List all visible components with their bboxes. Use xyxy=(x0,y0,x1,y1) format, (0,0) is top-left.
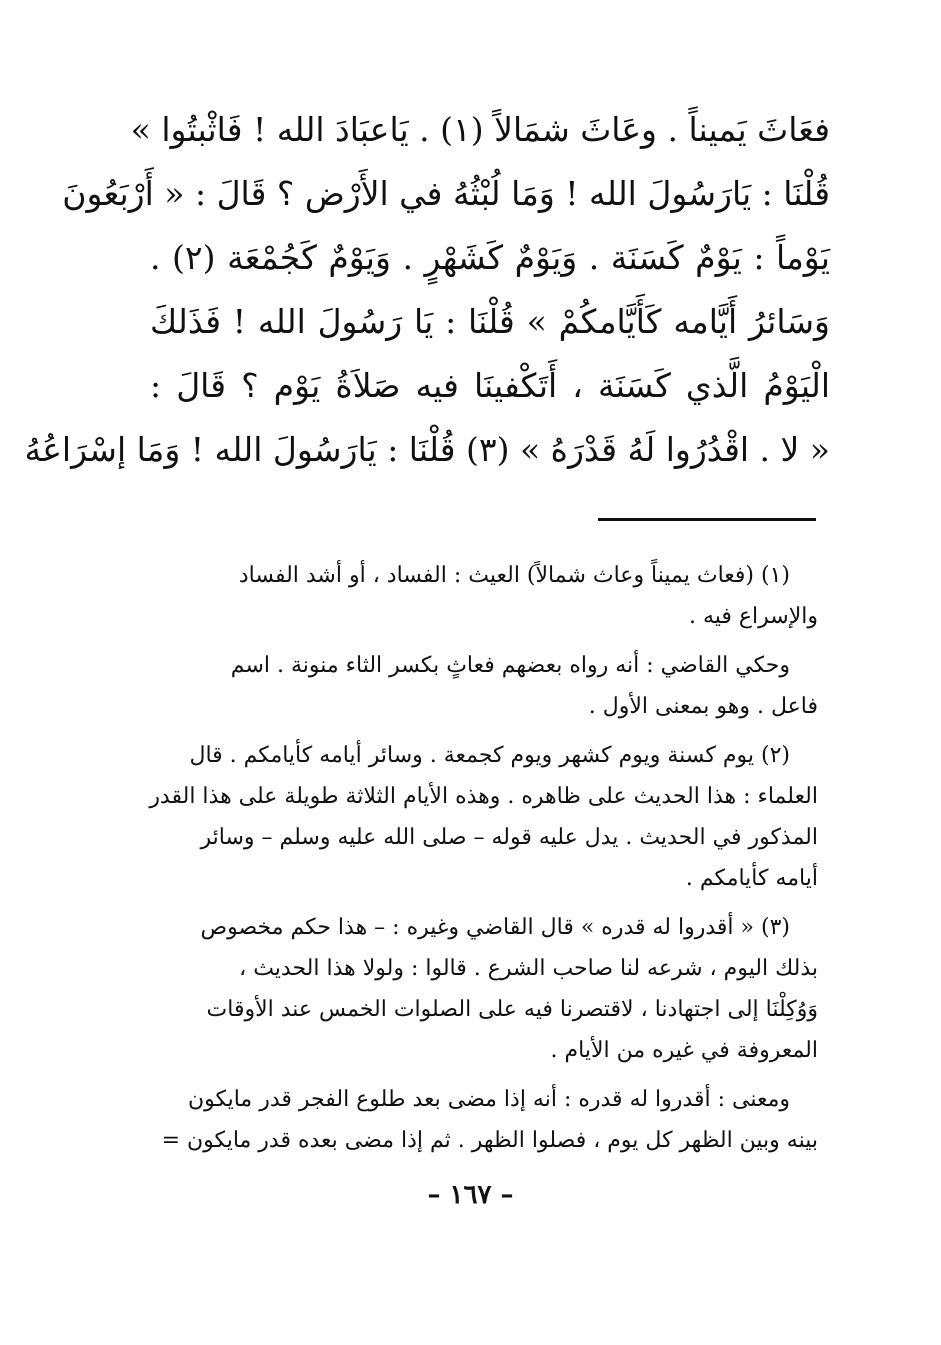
footnote-separator xyxy=(598,518,816,521)
footnote-line: العلماء : هذا الحديث على ظاهره . وهذه الأيام الثلاثة طويلة على هذا القدر xyxy=(149,784,818,809)
footnote-line: وحكي القاضي : أنه رواه بعضهم فعاثٍ بكسر الثاء منونة . اسم xyxy=(230,653,790,678)
hadith-line: الْيَوْمُ الَّذي كَسَنَة ، أَتَكْفينَا فيه صَلاَةُ يَوْم ؟ قَالَ : xyxy=(150,366,830,405)
footnote-line: (١) (فعاث يميناً وعاث شمالاً) العيث : الفساد ، أو أشد الفساد xyxy=(238,563,790,588)
footnote-line: المذكور في الحديث . يدل عليه قوله – صلى الله عليه وسلم – وسائر xyxy=(200,825,818,850)
hadith-line: قُلْنَا : يَارَسُولَ الله ! وَمَا لُبْثُهُ في الأَرْض ؟ قَالَ : « أَرْبَعُونَ xyxy=(62,174,830,213)
footnote-3-continued xyxy=(158,1079,818,1161)
footnote-line: المعروفة في غيره من الأيام . xyxy=(550,1038,818,1063)
hadith-text xyxy=(24,98,830,482)
hadith-line: وَسَائرُ أَيَّامه كَأَيَّامكُمْ » قُلْنَا : يَا رَسُولَ الله ! فَذَلكَ xyxy=(150,302,830,341)
footnotes xyxy=(149,555,818,1169)
footnote-line: وَوُكِلْنَا إلى اجتهادنا ، لاقتصرنا فيه على الصلوات الخمس عند الأوقات xyxy=(206,997,818,1022)
footnote-2 xyxy=(149,735,818,899)
footnote-line: بذلك اليوم ، شرعه لنا صاحب الشرع . قالوا : ولولا هذا الحديث ، xyxy=(239,956,818,981)
footnote-line: (٣) « أقدروا له قدره » قال القاضي وغيره : – هذا حكم مخصوص xyxy=(200,915,790,940)
footnote-1-continued xyxy=(158,645,818,727)
footnote-line: والإسراع فيه . xyxy=(688,604,818,629)
hadith-line: فعَاثَ يَميناً . وعَاثَ شمَالاً (١) . يَاعبَادَ الله ! فَاثْبتُوا » xyxy=(130,110,830,149)
footnote-line: أيامه كأيامكم . xyxy=(685,866,818,891)
hadith-line: « لا . اقْدُرُوا لَهُ قَدْرَهُ » (٣) قُلْنَا : يَارَسُولَ الله ! وَمَا إسْرَاعُهُ xyxy=(24,430,830,469)
page-number: – ١٦٧ – xyxy=(427,1180,514,1210)
hadith-line: يَوْماً : يَوْمٌ كَسَنَة . وَيَوْمٌ كَشَهْرٍ . وَيَوْمٌ كَجُمْعَة (٢) . xyxy=(150,238,830,277)
footnote-3 xyxy=(158,907,818,1071)
footnote-line: فاعل . وهو بمعنى الأول . xyxy=(588,694,818,719)
footnote-line: (٢) يوم كسنة ويوم كشهر ويوم كجمعة . وسائر أيامه كأيامكم . قال xyxy=(189,743,790,768)
footnote-line: بينه وبين الظهر كل يوم ، فصلوا الظهر . ثم إذا مضى بعده قدر مايكون = xyxy=(161,1128,818,1153)
footnote-1 xyxy=(158,555,818,637)
footnote-line: ومعنى : أقدروا له قدره : أنه إذا مضى بعد طلوع الفجر قدر مايكون xyxy=(187,1087,790,1112)
